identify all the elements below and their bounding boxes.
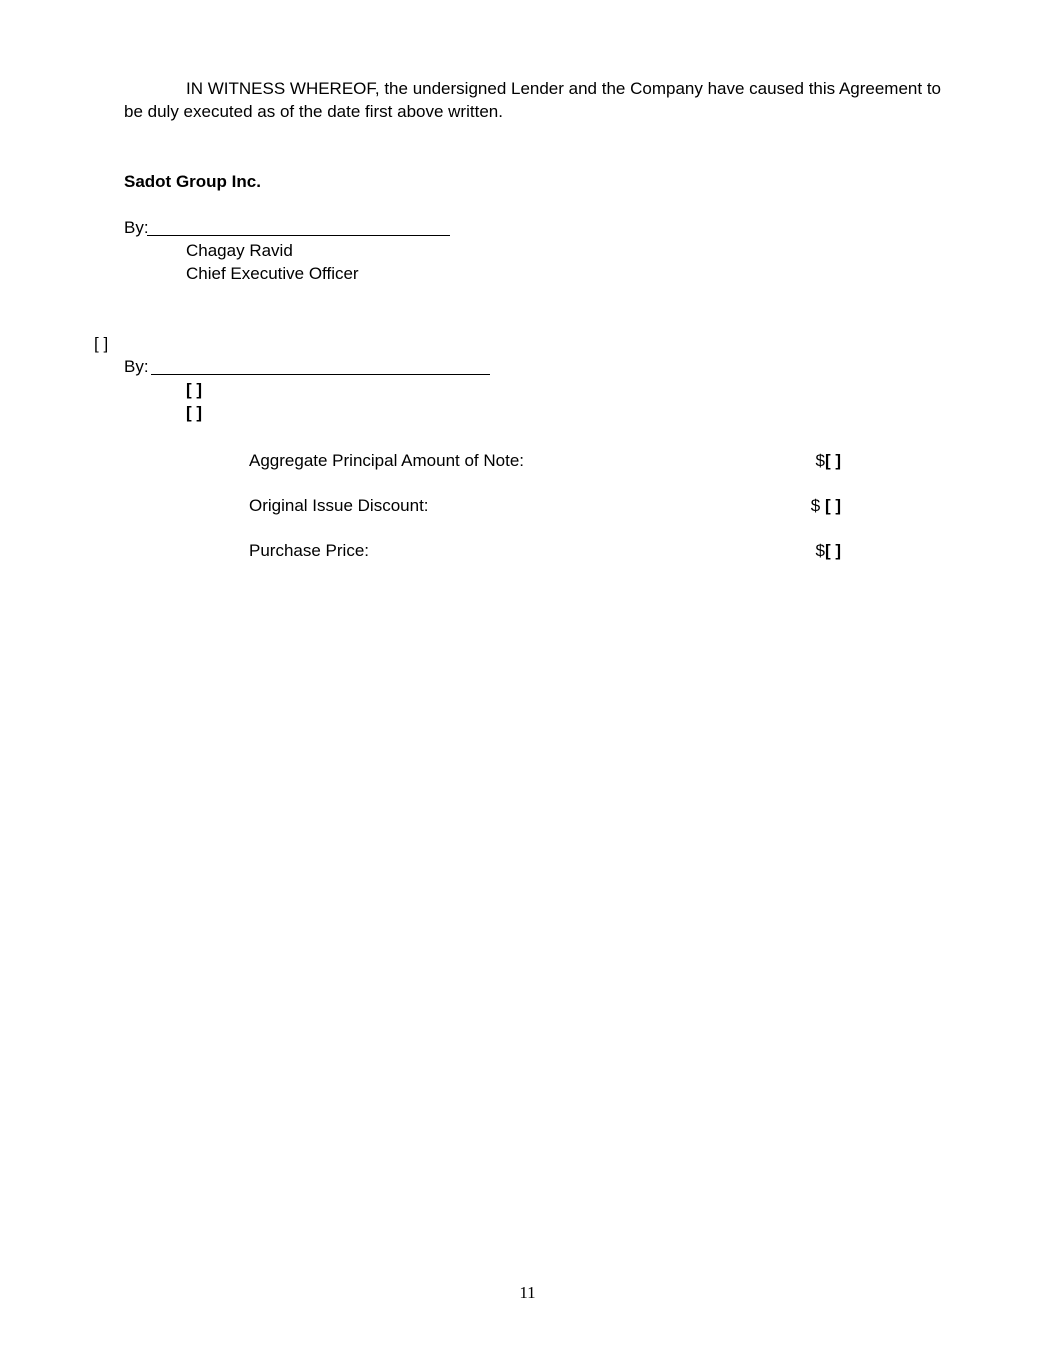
term-value-discount	[811, 496, 841, 516]
term-amount-placeholder: [ ]	[824, 541, 841, 560]
lender-signature-line	[151, 374, 490, 375]
lender-signer-name-placeholder: [ ]	[186, 380, 203, 399]
term-currency: $	[815, 451, 825, 470]
term-amount-placeholder: [ ]	[824, 496, 841, 515]
lender-name-placeholder: [ ]	[94, 334, 109, 353]
lender-signer-title-placeholder: [ ]	[186, 403, 203, 422]
term-amount-placeholder: [ ]	[824, 451, 841, 470]
term-value-purchase-price	[815, 541, 841, 561]
witness-paragraph-line-1: IN WITNESS WHEREOF, the undersigned Lender and the Company have caused this Agreement to	[186, 79, 941, 98]
witness-paragraph-line-2: be duly executed as of the date first above written.	[124, 102, 503, 121]
company-name: Sadot Group Inc.	[124, 172, 261, 191]
term-currency: $	[815, 541, 825, 560]
lender-by-label: By:	[124, 357, 149, 376]
term-label-principal: Aggregate Principal Amount of Note:	[249, 451, 524, 470]
term-label-discount: Original Issue Discount:	[249, 496, 429, 515]
term-label-purchase-price: Purchase Price:	[249, 541, 369, 560]
company-signer-title: Chief Executive Officer	[186, 264, 359, 283]
company-signature-line	[147, 235, 450, 236]
term-value-principal	[815, 451, 841, 471]
page-number: 11	[519, 1283, 536, 1302]
term-currency: $	[810, 496, 825, 515]
company-by-label: By:	[124, 218, 149, 237]
company-signer-name: Chagay Ravid	[186, 241, 293, 260]
